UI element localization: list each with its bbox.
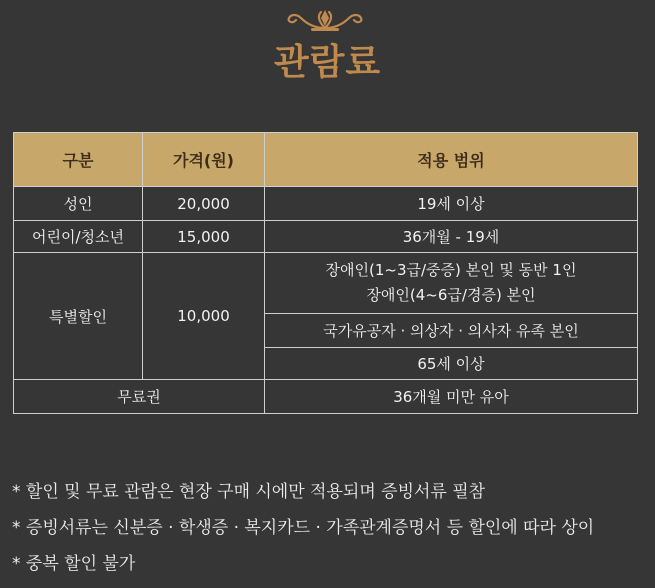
price-cell: 20,000 bbox=[143, 187, 265, 221]
scope-cell bbox=[265, 253, 638, 314]
scope-cell: 36개월 - 19세 bbox=[265, 221, 638, 253]
scope-cell: 국가유공자 · 의상자 · 의사자 유족 본인 bbox=[265, 314, 638, 348]
category-cell: 특별할인 bbox=[14, 253, 143, 380]
gold-flourish-ornament-icon bbox=[285, 6, 365, 34]
table-row bbox=[14, 380, 638, 414]
note-item: * 증빙서류는 신분증 · 학생증 · 복지카드 · 가족관계증명서 등 할인에 따라 상이 bbox=[12, 518, 595, 538]
scope-cell: 19세 이상 bbox=[265, 187, 638, 221]
scope-cell: 36개월 미만 유아 bbox=[265, 380, 638, 414]
scope-cell: 65세 이상 bbox=[265, 348, 638, 380]
table-header-row bbox=[14, 133, 638, 187]
fee-table bbox=[13, 132, 638, 414]
category-cell: 성인 bbox=[14, 187, 143, 221]
table-row bbox=[14, 253, 638, 314]
header-scope: 적용 범위 bbox=[265, 133, 638, 187]
note-item: * 할인 및 무료 관람은 현장 구매 시에만 적용되며 증빙서류 필참 bbox=[12, 482, 486, 502]
note-item: * 중복 할인 불가 bbox=[12, 554, 136, 574]
page-title: 관람료 bbox=[273, 42, 382, 83]
price-cell: 15,000 bbox=[143, 221, 265, 253]
scope-line: 장애인(1~3급/중증) 본인 및 동반 1인 bbox=[325, 261, 577, 279]
scope-line: 장애인(4~6급/경증) 본인 bbox=[366, 286, 536, 304]
category-cell: 어린이/청소년 bbox=[14, 221, 143, 253]
price-cell: 10,000 bbox=[143, 253, 265, 380]
header-price: 가격(원) bbox=[143, 133, 265, 187]
header-category: 구분 bbox=[14, 133, 143, 187]
category-cell: 무료권 bbox=[14, 380, 265, 414]
table-row bbox=[14, 187, 638, 221]
notes-list bbox=[12, 474, 652, 582]
table-row bbox=[14, 221, 638, 253]
